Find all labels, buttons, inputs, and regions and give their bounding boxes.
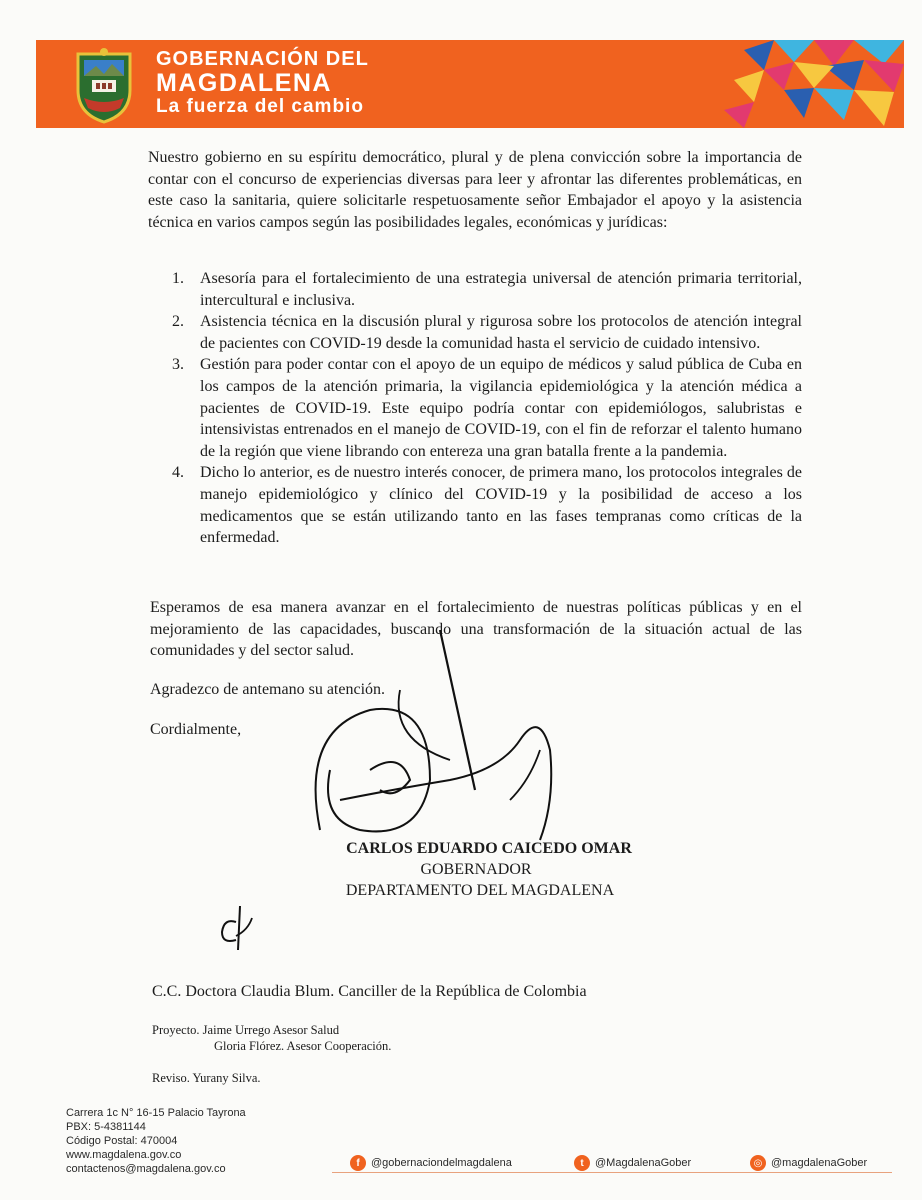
intro-paragraph: Nuestro gobierno en su espíritu democrático, plural y de plena convicción sobre la importancia de contar con el concurso de experiencias diversas para leer y afrontar las diferentes problemáticas, en este caso la sanitaria, quiere solicitarle respetuosamente señor Embajador el apoyo y la asistencia técnica en varios campos según las posibilidades legales, económicas y jurídicas: — [148, 149, 802, 231]
footer-postal-code: Código Postal: 470004 — [66, 1135, 178, 1147]
twitter-handle: @MagdalenaGober — [595, 1157, 692, 1169]
decorative-triangles — [704, 40, 904, 128]
footer-address — [66, 1106, 246, 1176]
title-magdalena: MAGDALENA — [156, 69, 332, 97]
list-item-number: 1. — [172, 270, 184, 287]
prepared-by — [152, 1022, 391, 1054]
carbon-copy-line: C.C. Doctora Claudia Blum. Canciller de la República de Colombia — [152, 983, 587, 1000]
list-item-text: Dicho lo anterior, es de nuestro interés conocer, de primera mano, los protocolos integrales de manejo epidemiológico y clínico del COVID-19 y la posibilidad de acceso a los medicamentos que se están utilizando tanto en las fases tempranas como críticas de la enfermedad. — [200, 464, 802, 547]
prepared-by-line: Gloria Flórez. Asesor Cooperación. — [214, 1039, 392, 1053]
list-item-number: 3. — [172, 356, 184, 374]
coat-of-arms-logo — [68, 46, 140, 124]
list-item-number: 2. — [172, 313, 184, 331]
signer-role: GOBERNADOR — [420, 861, 532, 878]
reviewed-by: Reviso. Yurany Silva. — [152, 1071, 261, 1085]
footer-email-link[interactable]: contactenos@magdalena.gov.co — [66, 1163, 226, 1175]
twitter-link[interactable] — [574, 1152, 691, 1174]
list-item — [148, 311, 802, 354]
handwritten-signature — [300, 630, 600, 860]
salutation: Cordialmente, — [150, 721, 242, 738]
prepared-by-line: Proyecto. Jaime Urrego Asesor Salud — [152, 1023, 340, 1037]
letterhead-title — [156, 48, 369, 118]
facebook-icon: f — [350, 1155, 366, 1171]
handwritten-initials — [214, 900, 264, 960]
thanks-line: Agradezco de antemano su atención. — [150, 681, 386, 698]
closing-paragraph: Esperamos de esa manera avanzar en el fortalecimiento de nuestras políticas públicas y en el mejoramiento de las capacidades, buscando una transformación de la situación actual de las comunidades y del sector salud. — [150, 599, 802, 660]
list-item-text: Asistencia técnica en la discusión plural y rigurosa sobre los protocolos de atención integral de pacientes con COVID-19 desde la comunidad hasta el servicio de cuidado intensivo. — [200, 313, 802, 352]
letterhead-banner — [36, 40, 904, 128]
facebook-link[interactable] — [350, 1152, 512, 1174]
request-list — [148, 268, 802, 549]
instagram-link[interactable] — [750, 1152, 867, 1174]
signature-block — [310, 838, 650, 901]
title-gobernacion: GOBERNACIÓN DEL — [156, 48, 369, 70]
instagram-handle: @magdalenaGober — [771, 1157, 868, 1169]
list-item — [148, 354, 802, 462]
list-item-text: Gestión para poder contar con el apoyo de un equipo de médicos y salud pública de Cuba en los campos de la atención primaria, la vigilancia epidemiológica y la atención médica a pacientes de COVID-19. Este equipo podría contar con epidemiólogos, salubristas e intensivistas entrenados en el manejo de COVID-19, con el fin de reforzar el talento humano de la región que viene librando con entereza una gran batalla frente a la pandemia. — [200, 356, 802, 460]
list-item — [148, 462, 802, 548]
list-item-number: 4. — [172, 464, 184, 482]
footer-phone: PBX: 5-4381144 — [66, 1121, 146, 1133]
list-item — [148, 268, 802, 311]
facebook-handle: @gobernaciondelmagdalena — [371, 1157, 512, 1169]
twitter-icon: t — [574, 1155, 590, 1171]
footer-website-link[interactable]: www.magdalena.gov.co — [66, 1149, 182, 1161]
footer-divider — [332, 1172, 892, 1173]
signer-name: CARLOS EDUARDO CAICEDO OMAR — [346, 840, 632, 857]
footer-address-line: Carrera 1c N° 16-15 Palacio Tayrona — [66, 1107, 246, 1119]
title-slogan: La fuerza del cambio — [156, 96, 364, 117]
signer-department: DEPARTAMENTO DEL MAGDALENA — [345, 882, 615, 899]
instagram-icon: ◎ — [750, 1155, 766, 1171]
list-item-text: Asesoría para el fortalecimiento de una estrategia universal de atención primaria territorial, intercultural e inclusiva. — [200, 270, 802, 309]
